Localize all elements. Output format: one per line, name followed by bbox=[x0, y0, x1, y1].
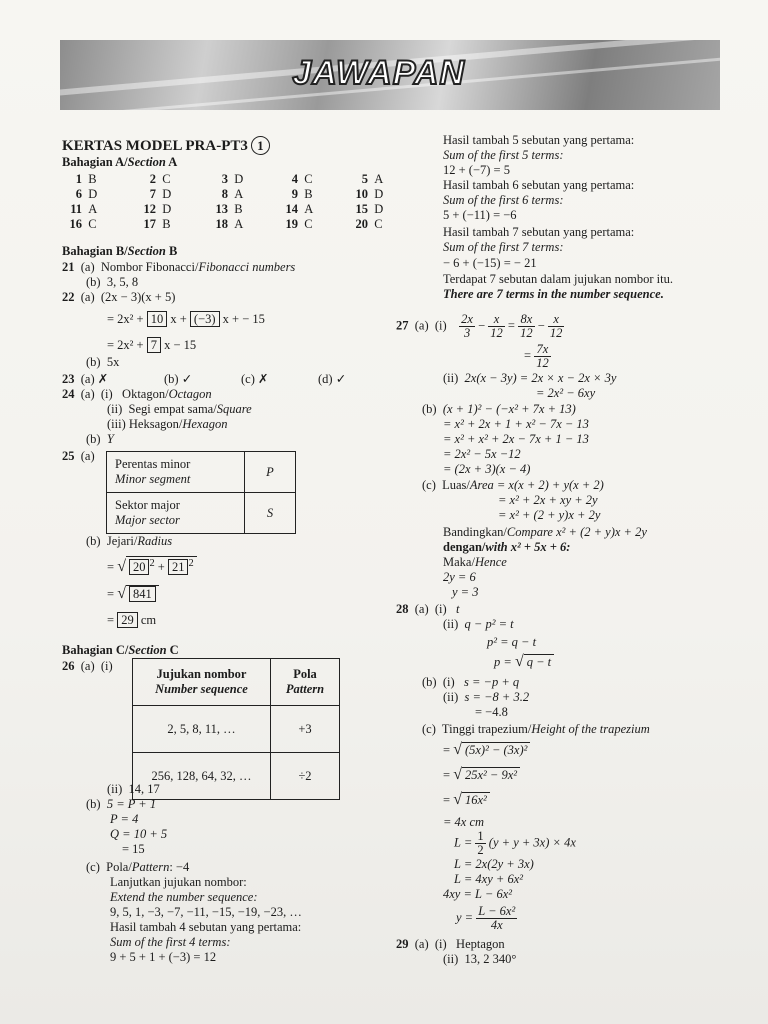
q26c-4: 9, 5, 1, −3, −7, −11, −15, −19, −23, … bbox=[110, 905, 302, 919]
header-banner bbox=[60, 40, 720, 110]
q26b-1: (b) 5 = P + 1 bbox=[86, 797, 157, 811]
answer-item: 3 D bbox=[221, 172, 244, 186]
q26c-2: Lanjutkan jujukan nombor: bbox=[110, 875, 247, 889]
answer-item: 10 D bbox=[355, 187, 384, 201]
answer-item: 8 A bbox=[221, 187, 244, 201]
q21a: 21 (a) Nombor Fibonacci/Fibonacci numbers bbox=[62, 260, 296, 274]
q29a-i: 29 (a) (i) Heptagon bbox=[396, 937, 505, 951]
q26-table bbox=[132, 658, 340, 800]
q28a-i: 28 (a) (i) t bbox=[396, 602, 460, 616]
q28c-8: L = 4xy + 6x² bbox=[454, 872, 523, 886]
section-a-heading: Bahagian A/Section A bbox=[62, 155, 178, 169]
q28c-7: L = 2x(2y + 3x) bbox=[454, 857, 534, 871]
r-line-8: Sum of the first 7 terms: bbox=[443, 240, 564, 254]
q26b-2: P = 4 bbox=[110, 812, 139, 826]
q26b-4: = 15 bbox=[122, 842, 145, 856]
r-line-4: Hasil tambah 6 sebutan yang pertama: bbox=[443, 178, 635, 192]
answer-item: 19 C bbox=[285, 217, 313, 231]
q27c-3: = x² + (2 + y)x + 2y bbox=[498, 508, 601, 522]
q27b-1: (b) (x + 1)² − (−x² + 7x + 13) bbox=[422, 402, 576, 416]
answer-item: 6 D bbox=[75, 187, 98, 201]
r-line-9: − 6 + (−15) = − 21 bbox=[443, 256, 537, 270]
banner-title: JAWAPAN bbox=[292, 54, 465, 92]
q28b-ii-2: = −4.8 bbox=[475, 705, 508, 719]
q28b-ii-1: (ii) s = −8 + 3.2 bbox=[443, 690, 530, 704]
q27b-2: = x² + 2x + 1 + x² − 7x − 13 bbox=[443, 417, 589, 431]
answer-item: 4 C bbox=[291, 172, 313, 186]
q25b-line3: = 29 cm bbox=[107, 613, 157, 627]
q26c-7: 9 + 5 + 1 + (−3) = 12 bbox=[110, 950, 217, 964]
q26c-1: (c) Pola/Pattern: −4 bbox=[86, 860, 190, 874]
q23: 23 (a) ✗ bbox=[62, 372, 109, 386]
table-row: 2, 5, 8, 11, … +3 bbox=[133, 706, 340, 753]
r-line-6: 5 + (−11) = −6 bbox=[443, 208, 517, 222]
answer-item: 18 A bbox=[215, 217, 244, 231]
paper-number-badge: 1 bbox=[251, 136, 270, 155]
q27c-6: Maka/Hence bbox=[443, 555, 507, 569]
q23b: (b) ✓ bbox=[164, 372, 193, 386]
r-line-11: There are 7 terms in the number sequence. bbox=[443, 287, 664, 301]
q25b-line1: = √ 20 $^2$ + 21 $^2$ bbox=[107, 556, 197, 575]
paper-heading: KERTAS MODEL PRA-PT3 1 bbox=[62, 136, 270, 155]
q27b-5: = (2x + 3)(x − 4) bbox=[443, 462, 531, 476]
q26c-5: Hasil tambah 4 sebutan yang pertama: bbox=[110, 920, 302, 934]
answer-item: 2 C bbox=[149, 172, 171, 186]
r-line-5: Sum of the first 6 terms: bbox=[443, 193, 564, 207]
q28a-ii-2: p² = q − t bbox=[487, 635, 537, 649]
q28c-6: L = $\frac{1}{2}$ (y + y + 3x) × 4x bbox=[454, 829, 576, 857]
q28a-ii-3: p = √ q − t bbox=[494, 654, 554, 669]
table-row: 256, 128, 64, 32, … ÷2 bbox=[133, 753, 340, 800]
table-row: Sektor major Major sector S bbox=[107, 493, 296, 534]
answer-item: 15 D bbox=[355, 202, 384, 216]
q28c-1: (c) Tinggi trapezium/Height of the trapezium bbox=[422, 722, 650, 736]
q22a-line1: = 2x² + 10 x + (−3) x + − 15 bbox=[107, 312, 265, 326]
table-row: Perentas minor Minor segment P bbox=[107, 452, 296, 493]
q25b-line2: = √ 841 bbox=[107, 585, 159, 602]
answer-item: 13 B bbox=[215, 202, 243, 216]
q22a: 22 (a) (2x − 3)(x + 5) bbox=[62, 290, 176, 304]
q28b-i: (b) (i) s = −p + q bbox=[422, 675, 520, 689]
r-line-10: Terdapat 7 sebutan dalam jujukan nombor itu. bbox=[443, 272, 673, 286]
q24a-i: 24 (a) (i) Oktagon/Octagon bbox=[62, 387, 212, 401]
q28c-10: y = $\frac{\text{L − 6x²}}{4x}$ bbox=[456, 904, 516, 932]
answer-item: 12 D bbox=[143, 202, 172, 216]
q25b: (b) Jejari/Radius bbox=[86, 534, 173, 548]
answer-item: 16 C bbox=[69, 217, 97, 231]
q21b: (b) 3, 5, 8 bbox=[86, 275, 139, 289]
q22b: (b) 5x bbox=[86, 355, 120, 369]
q26c-3: Extend the number sequence: bbox=[110, 890, 258, 904]
q29a-ii: (ii) 13, 2 340° bbox=[443, 952, 517, 966]
r-line-2: Sum of the first 5 terms: bbox=[443, 148, 564, 162]
section-b-heading: Bahagian B/Section B bbox=[62, 244, 178, 258]
q27a-i: 27 (a) (i) $\frac{2x}{3}$ − $\frac{x}{12}$ = $\frac{8x}{12}$ − $\frac{x}{12}$ bbox=[396, 312, 563, 340]
q27c-5: dengan/with x² + 5x + 6: bbox=[443, 540, 571, 554]
r-line-1: Hasil tambah 5 sebutan yang pertama: bbox=[443, 133, 635, 147]
q25-table bbox=[106, 451, 296, 534]
q27c-7: 2y = 6 bbox=[443, 570, 476, 584]
answer-item: 9 B bbox=[291, 187, 313, 201]
answer-item: 11 A bbox=[70, 202, 98, 216]
q27c-4: Bandingkan/Compare x² + (2 + y)x + 2y bbox=[443, 525, 647, 539]
q27b-3: = x² + x² + 2x − 7x + 1 − 13 bbox=[443, 432, 589, 446]
answer-item: 7 D bbox=[149, 187, 172, 201]
r-line-3: 12 + (−7) = 5 bbox=[443, 163, 510, 177]
q28c-5: = 4x cm bbox=[443, 815, 485, 829]
q28a-ii-1: (ii) q − p² = t bbox=[443, 617, 514, 631]
q26c-6: Sum of the first 4 terms: bbox=[110, 935, 231, 949]
q27c-1: (c) Luas/Area = x(x + 2) + y(x + 2) bbox=[422, 478, 604, 492]
q27a-ii-1: (ii) 2x(x − 3y) = 2x × x − 2x × 3y bbox=[443, 371, 617, 385]
answer-item: 14 A bbox=[285, 202, 314, 216]
q28c-3: = √ 25x² − 9x² bbox=[443, 767, 520, 782]
q24a-ii: (ii) Segi empat sama/Square bbox=[107, 402, 252, 416]
q28c-2: = √ (5x)² − (3x)² bbox=[443, 742, 530, 757]
q24b: (b) Y bbox=[86, 432, 114, 446]
q26a-ii: (ii) 14, 17 bbox=[107, 782, 160, 796]
q27b-4: = 2x² − 5x −12 bbox=[443, 447, 521, 461]
q27a-i-result: = $\frac{7x}{12}$ bbox=[524, 342, 549, 370]
q27a-ii-2: = 2x² − 6xy bbox=[536, 386, 596, 400]
q22a-line2: = 2x² + 7 x − 15 bbox=[107, 338, 197, 352]
q23c: (c) ✗ bbox=[241, 372, 269, 386]
section-c-heading: Bahagian C/Section C bbox=[62, 643, 179, 657]
table-header-row: Jujukan nombor Number sequence Pola Pattern bbox=[133, 659, 340, 706]
q28c-9: 4xy = L − 6x² bbox=[443, 887, 512, 901]
q25-label: 25 (a) bbox=[62, 449, 95, 463]
r-line-7: Hasil tambah 7 sebutan yang pertama: bbox=[443, 225, 635, 239]
q23d: (d) ✓ bbox=[318, 372, 347, 386]
answer-item: 1 B bbox=[75, 172, 97, 186]
answer-item: 20 C bbox=[355, 217, 383, 231]
q24a-iii: (iii) Heksagon/Hexagon bbox=[107, 417, 228, 431]
answer-item: 17 B bbox=[143, 217, 171, 231]
q27c-2: = x² + 2x + xy + 2y bbox=[498, 493, 598, 507]
answer-item: 5 A bbox=[361, 172, 384, 186]
q26b-3: Q = 10 + 5 bbox=[110, 827, 168, 841]
q28c-4: = √ 16x² bbox=[443, 792, 490, 807]
q26a-label: 26 (a) (i) bbox=[62, 659, 113, 673]
q27c-8: y = 3 bbox=[452, 585, 479, 599]
